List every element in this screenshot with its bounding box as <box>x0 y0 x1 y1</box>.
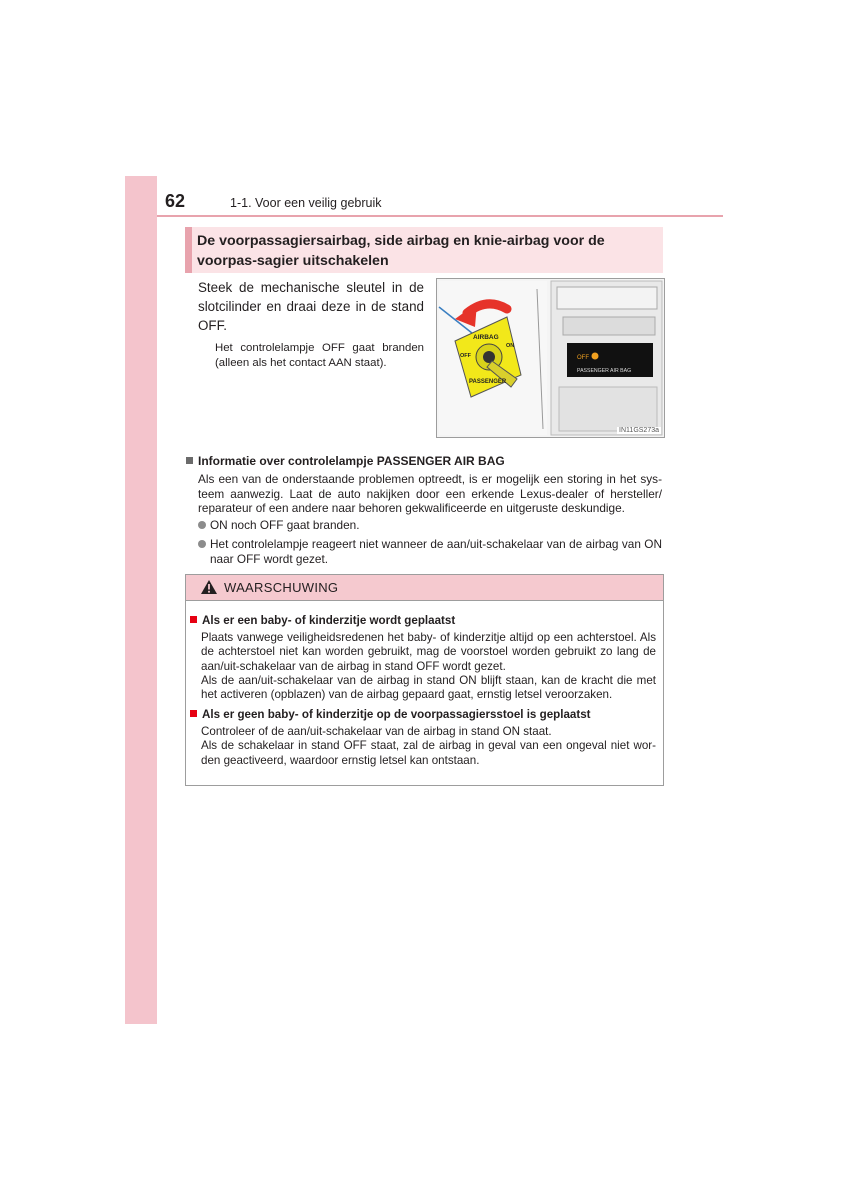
warning-title: WAARSCHUWING <box>224 580 339 595</box>
switch-label-passenger: PASSENGER <box>469 379 507 385</box>
warning-subheading-text: Als er een baby- of kinderzitje wordt geplaatst <box>202 614 456 627</box>
list-item <box>198 537 662 566</box>
warning-text: Controleer of de aan/uit-schakelaar van de airbag in stand ON staat. Als de schakelaar in stand OFF staat, zal de airbag in geval van een ongeval niet wor-den geactiveerd, waardoor ernstig letsel kan ontstaan. <box>201 725 656 767</box>
warning-box <box>185 574 664 786</box>
warning-triangle-icon <box>200 579 218 595</box>
switch-label-on: ON <box>506 343 515 349</box>
square-bullet-icon <box>186 457 193 464</box>
warning-header <box>186 575 663 601</box>
red-square-bullet-icon <box>190 710 197 717</box>
running-header: 1-1. Voor een veilig gebruik <box>230 196 382 210</box>
chapter-side-tab <box>125 176 157 1024</box>
airbag-switch-figure <box>436 278 665 438</box>
info-body: Als een van de onderstaande problemen optreedt, is er mogelijk een storing in het sys-teem aanwezig. Laat de auto nakijken door een erkende Lexus-dealer of hersteller/ reparateur of een andere naar behoren gekwalificeerde en uitgeruste deskundige. <box>198 472 662 515</box>
warning-subheading <box>190 708 591 721</box>
header-rule <box>157 215 723 217</box>
list-item-text: Het controlelampje reageert niet wanneer de aan/uit-schakelaar van de airbag van ON naar OFF wordt gezet. <box>210 537 662 566</box>
warning-text: Plaats vanwege veiligheidsredenen het baby- of kinderzitje altijd op een achterstoel. Als de achterstoel niet kan worden gebruikt, mag de voorstoel worden gebruikt zo lang de aan/uit-schakelaar van de airbag in stand OFF wordt gezet. Als de aan/uit-schakelaar van de airbag in stand ON blijft staan, kan de kracht die met het activeren (opblazen) van de airbag gepaard gaat, ernstig letsel veroorzaken. <box>201 631 656 702</box>
airbag-switch-illustration <box>437 279 664 437</box>
list-item-text: ON noch OFF gaat branden. <box>210 518 360 532</box>
section-heading <box>185 227 663 273</box>
step-note: Het controlelampje OFF gaat branden (alleen als het contact AAN staat). <box>215 342 424 369</box>
switch-label-airbag: AIRBAG <box>473 334 499 341</box>
red-square-bullet-icon <box>190 616 197 623</box>
warning-subheading <box>190 614 455 627</box>
passenger-airbag-icon <box>592 353 599 360</box>
page-number: 62 <box>165 191 186 211</box>
step-instruction: Steek de mechanische sleutel in de slotcilinder en draai deze in de stand OFF. <box>198 280 424 333</box>
figure-code: IN11GS273a <box>619 427 659 434</box>
indicator-off-text: OFF <box>577 355 589 361</box>
indicator-label: PASSENGER AIR BAG <box>577 368 632 374</box>
bullet-dot-icon <box>198 521 206 529</box>
switch-label-off: OFF <box>460 353 471 359</box>
info-heading <box>186 454 505 468</box>
info-heading-text: Informatie over controlelampje PASSENGER AIR BAG <box>198 454 505 468</box>
warning-subheading-text: Als er geen baby- of kinderzitje op de voorpassagiersstoel is geplaatst <box>202 708 591 721</box>
section-heading-bar <box>185 227 192 273</box>
bullet-dot-icon <box>198 540 206 548</box>
list-item <box>198 518 662 533</box>
section-title: De voorpassagiersairbag, side airbag en knie-airbag voor de voorpas-sagier uitschakelen <box>197 233 605 269</box>
